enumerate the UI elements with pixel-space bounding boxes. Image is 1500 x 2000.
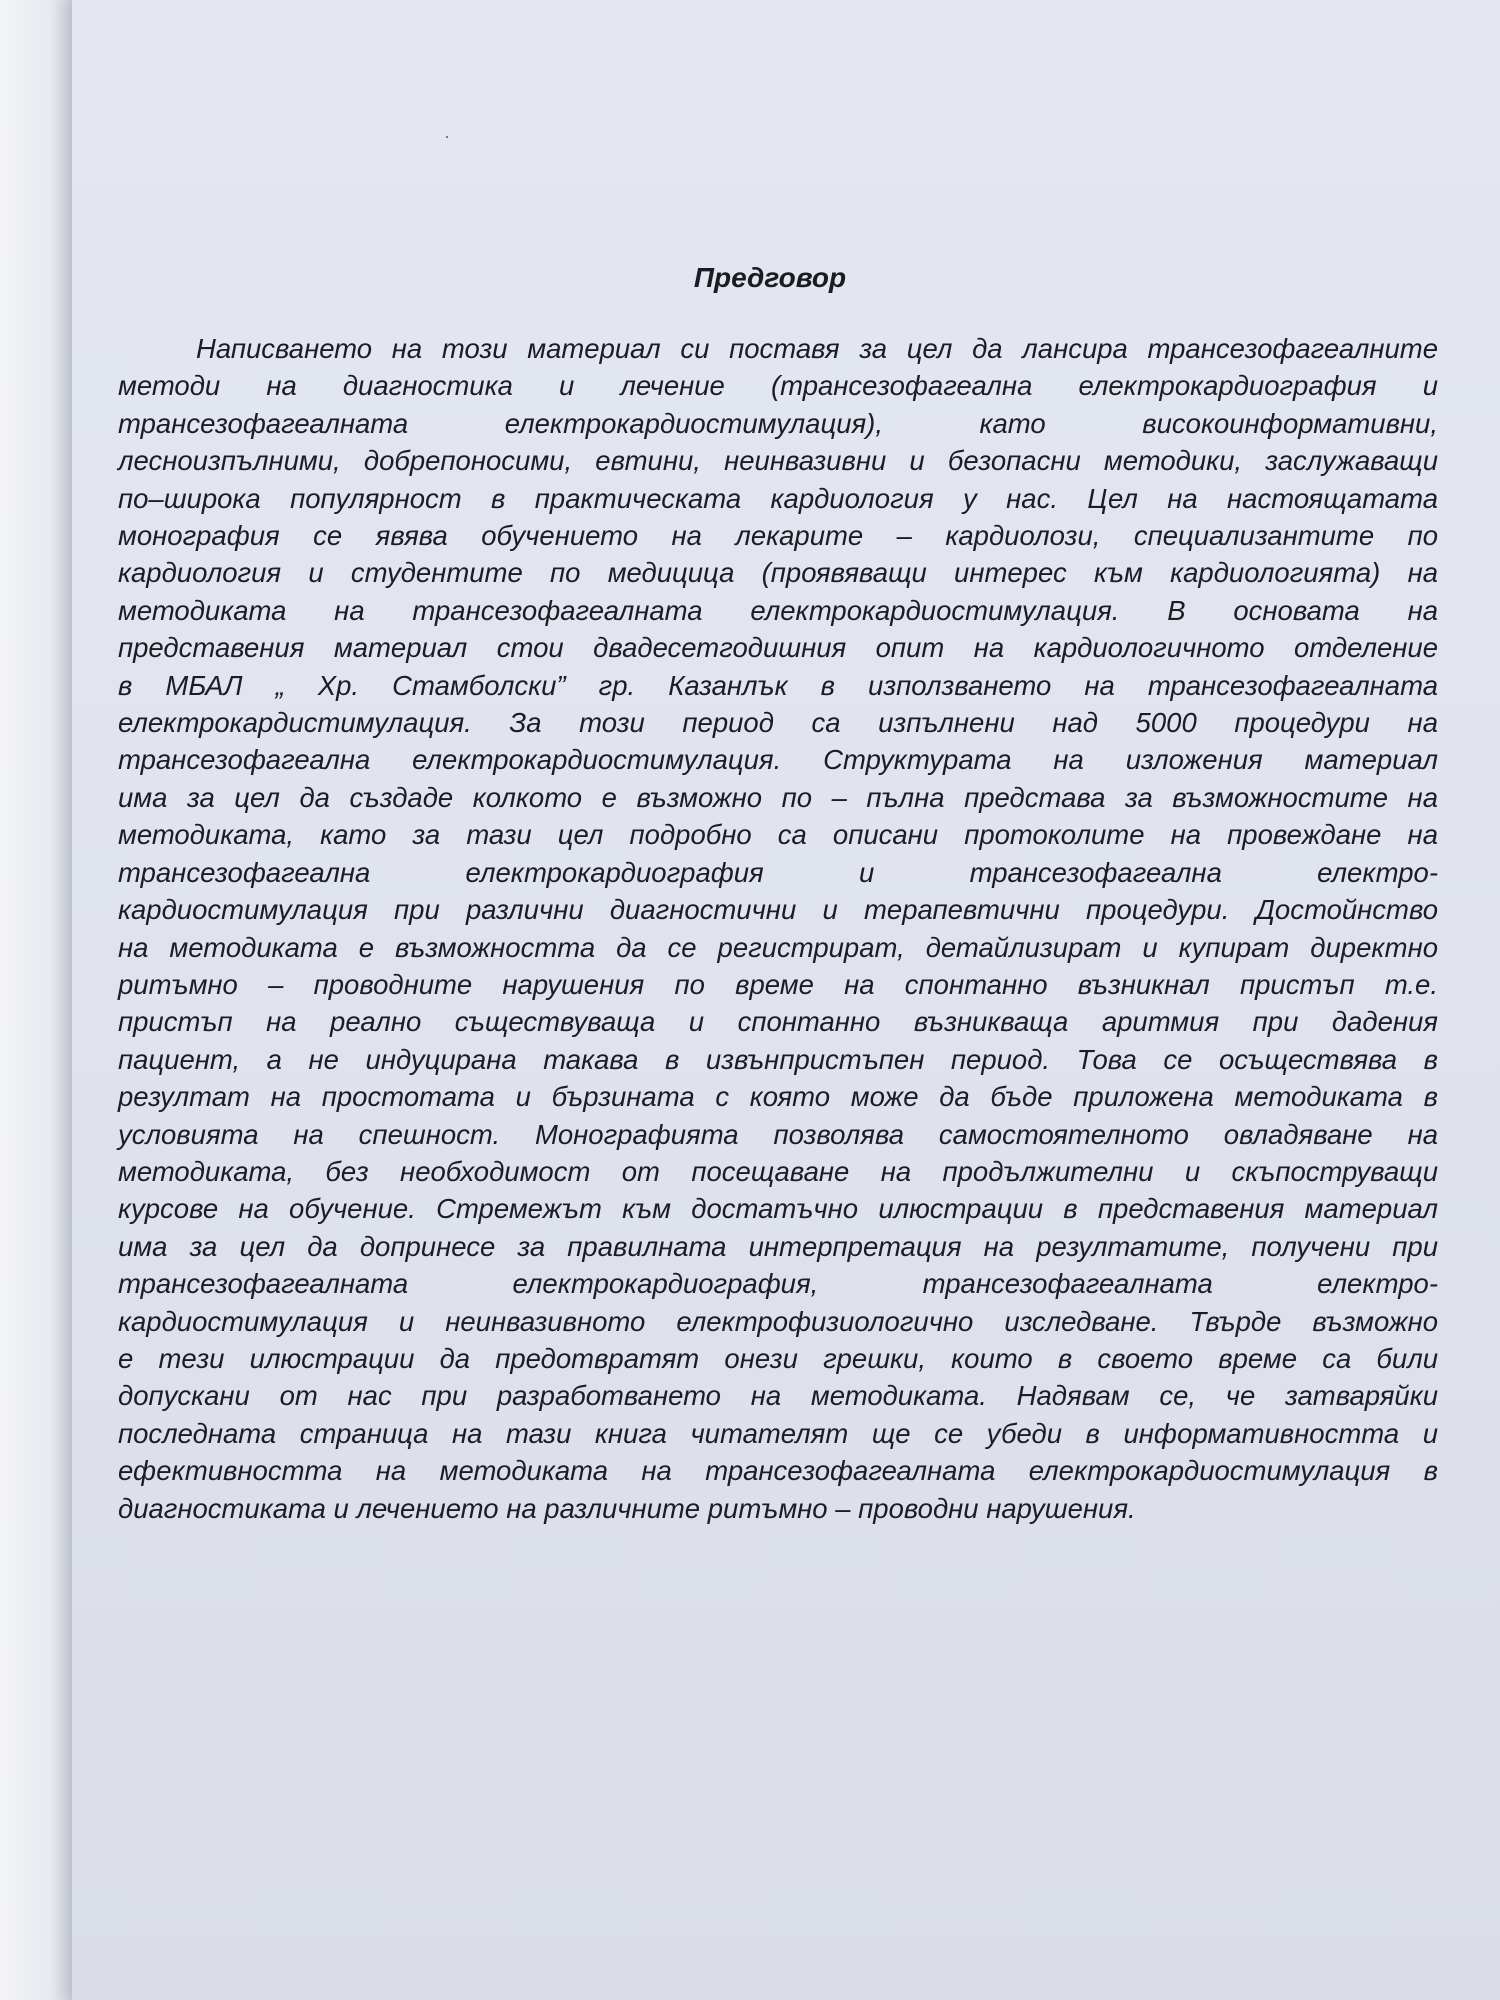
- text-line: лесноизпълними, добрепоносими, евтини, неинвазивни и безопасни методики, заслужаващи: [118, 445, 1438, 477]
- text-line: методиката, като за тази цел подробно са описани протоколите на провеждане на: [118, 819, 1438, 851]
- text-line: последната страница на тази книга читателят ще се убеди в информативността и: [118, 1417, 1438, 1449]
- preface-paragraph: [118, 330, 1438, 1527]
- text-line: в МБАЛ „ Хр. Стамболски” гр. Казанлък в използването на трансезофагеалната: [118, 669, 1438, 701]
- text-line: монография се явява обучението на лекарите – кардиолози, специализантите по: [118, 520, 1438, 552]
- text-line: методиката, без необходимост от посещаване на продължителни и скъпоструващи: [118, 1155, 1438, 1187]
- text-line: методи на диагностика и лечение (трансезофагеална електрокардиография и: [118, 370, 1438, 402]
- text-line: трансезофагеална електрокардиостимулация. Структурата на изложения материал: [118, 744, 1438, 776]
- text-line: ефективността на методиката на трансезофагеалната електрокардиостимулация в: [118, 1455, 1438, 1487]
- text-line: има за цел да създаде колкото е възможно по – пълна представа за възможностите на: [118, 781, 1438, 813]
- text-line: трансезофагеална електрокардиография и трансезофагеална електро-: [118, 856, 1438, 888]
- text-line: методиката на трансезофагеалната електрокардиостимулация. В основата на: [118, 594, 1438, 626]
- paper-speck: [446, 136, 448, 138]
- page-title: Предговор: [693, 262, 847, 293]
- text-line: кардиология и студентите по медицица (проявяващи интерес към кардиологията) на: [118, 557, 1438, 589]
- text-line: резултат на простотата и бързината с която може да бъде приложена методиката в: [118, 1081, 1438, 1113]
- text-line: курсове на обучение. Стремежът към достатъчно илюстрации в представения материал: [118, 1193, 1438, 1225]
- text-line: пристъп на реално съществуваща и спонтанно възникваща аритмия при дадения: [118, 1006, 1438, 1038]
- book-spine-edge: [0, 0, 72, 2000]
- text-line: по–широка популярност в практическата кардиология у нас. Цел на настоящатата: [118, 482, 1438, 514]
- text-line: кардиостимулация при различни диагностични и терапевтични процедури. Достойнство: [118, 894, 1438, 926]
- text-line: пациент, а не индуцирана такава в извънпристъпен период. Това се осъществява в: [118, 1043, 1438, 1075]
- text-line: на методиката е възможността да се регистрират, детайлизират и купират директно: [118, 931, 1438, 963]
- text-line: има за цел да допринесе за правилната интерпретация на резултатите, получени при: [118, 1230, 1438, 1262]
- text-line: кардиостимулация и неинвазивното електрофизиологично изследване. Твърде възможно: [118, 1305, 1438, 1337]
- text-line: е тези илюстрации да предотвратят онези грешки, които в своето време са били: [118, 1342, 1438, 1374]
- text-line: представения материал стои двадесетгодишния опит на кардиологичното отделение: [118, 632, 1438, 664]
- text-line: диагностиката и лечението на различните ритъмно – проводни нарушения.: [118, 1492, 1136, 1524]
- text-line: трансезофагеалната електрокардиостимулация), като високоинформативни,: [118, 407, 1438, 439]
- text-line: условията на спешност. Монографията позволява самостоятелното овладяване на: [118, 1118, 1438, 1150]
- text-line: Написването на този материал си поставя за цел да лансира трансезофагеалните: [196, 333, 1438, 364]
- text-line: електрокардистимулация. За този период са изпълнени над 5000 процедури на: [118, 707, 1438, 739]
- text-line: ритъмно – проводните нарушения по време на спонтанно възникнал пристъп т.е.: [118, 968, 1438, 1000]
- text-line: трансезофагеалната електрокардиография, трансезофагеалната електро-: [118, 1268, 1438, 1300]
- text-line: допускани от нас при разработването на методиката. Надявам се, че затваряйки: [118, 1380, 1438, 1412]
